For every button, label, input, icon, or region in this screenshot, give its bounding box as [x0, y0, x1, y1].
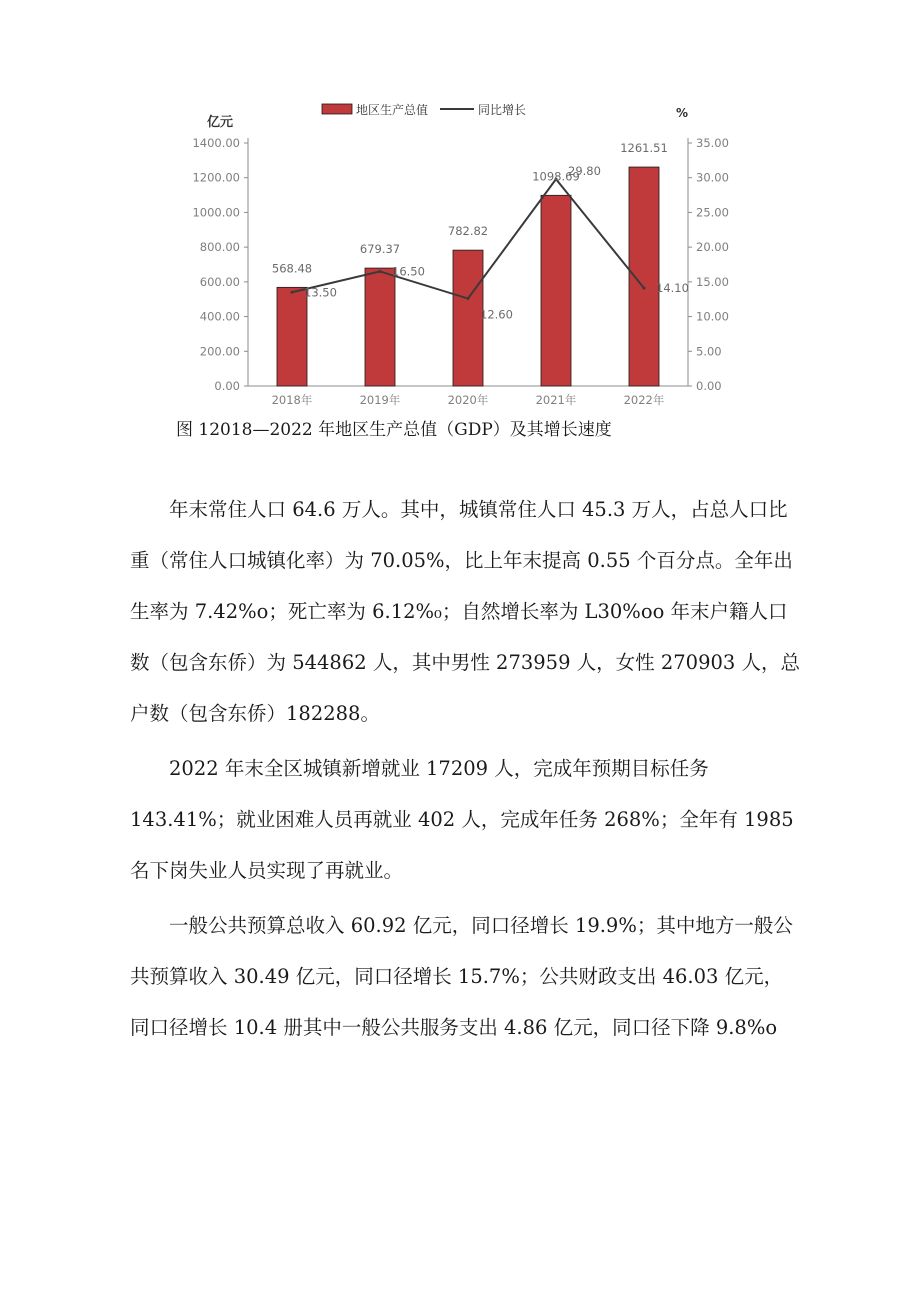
left-tick-label: 0.00 — [214, 379, 240, 393]
growth-point — [467, 297, 470, 300]
growth-point — [643, 287, 646, 290]
left-tick-label: 1000.00 — [192, 205, 240, 220]
left-axis-unit: 亿元 — [207, 115, 234, 130]
gdp-bar-label: 782.82 — [447, 224, 489, 239]
growth-point-label: 14.10 — [656, 281, 689, 296]
right-tick-label: 15.00 — [696, 274, 729, 289]
growth-point — [291, 291, 294, 294]
gdp-bar — [365, 268, 395, 386]
right-tick-label: 5.00 — [696, 344, 722, 359]
gdp-bar — [453, 250, 483, 386]
growth-point-label: 16.50 — [392, 264, 425, 279]
x-category-label: 2020年 — [447, 393, 489, 407]
body-text — [130, 484, 802, 1057]
paragraph-population: 年末常住人口 64.6 万人。其中，城镇常住人口 45.3 万人，占总人口比重（常住人口城镇化率）为 70.05%，比上年末提高 0.55 个百分点。全年出生率为 7.42%o；死亡率为 6.12%₀；自然增长率为 L30%oo 年末户籍人口数（包含东侨）为 544862 人，其中男性 273959 人，女性 270903 人，总户数（包含东侨）182288。 — [130, 498, 801, 725]
gdp-bar — [541, 195, 571, 386]
growth-point — [379, 270, 382, 273]
x-category-label: 2019年 — [359, 393, 401, 407]
growth-point-label: 12.60 — [480, 307, 513, 322]
left-tick-label: 1400.00 — [192, 136, 240, 150]
gdp-bar-label: 1098.69 — [532, 169, 580, 184]
x-category-label: 2018年 — [271, 393, 313, 407]
left-tick-label: 800.00 — [199, 240, 240, 255]
gdp-bar-label: 568.48 — [271, 261, 313, 276]
right-tick-label: 10.00 — [696, 309, 729, 324]
gdp-bar-label: 679.37 — [359, 242, 401, 257]
x-category-label: 2021年 — [535, 393, 577, 407]
right-tick-label: 35.00 — [696, 136, 729, 150]
left-tick-label: 600.00 — [199, 274, 240, 289]
paragraph-employment: 2022 年末全区城镇新增就业 17209 人，完成年预期目标任务 143.41%；就业困难人员再就业 402 人，完成年任务 268%；全年有 1985 名下岗失业人员实现了再就业。 — [130, 757, 794, 882]
left-tick-label: 200.00 — [199, 344, 240, 359]
right-axis-unit: % — [676, 106, 689, 120]
gdp-bar — [277, 287, 307, 386]
right-tick-label: 0.00 — [696, 379, 722, 393]
right-tick-label: 20.00 — [696, 240, 729, 255]
right-tick-label: 25.00 — [696, 205, 729, 220]
x-category-label: 2022年 — [623, 393, 665, 407]
gdp-chart — [170, 90, 730, 420]
gdp-bar-label: 1261.51 — [620, 141, 668, 156]
paragraph-finance: 一般公共预算总收入 60.92 亿元，同口径增长 19.9%；其中地方一般公共预算收入 30.49 亿元，同口径增长 15.7%；公共财政支出 46.03 亿元，同口径增长 10.4 册其中一般公共服务支出 4.86 亿元，同口径下降 9.8%o — [130, 914, 793, 1039]
left-tick-label: 400.00 — [199, 309, 240, 324]
growth-point-label: 13.50 — [304, 285, 337, 300]
legend-swatch-gdp — [322, 104, 352, 114]
bars-group — [277, 167, 659, 386]
figure-caption: 图 12018—2022 年地区生产总值（GDP）及其增长速度 — [176, 420, 612, 440]
legend-label-gdp: 地区生产总值 — [356, 103, 429, 117]
chart-legend — [322, 102, 526, 117]
growth-point-label: 29.80 — [568, 164, 601, 179]
legend-label-growth: 同比增长 — [478, 103, 527, 117]
left-tick-label: 1200.00 — [192, 170, 240, 185]
right-tick-label: 30.00 — [696, 170, 729, 185]
